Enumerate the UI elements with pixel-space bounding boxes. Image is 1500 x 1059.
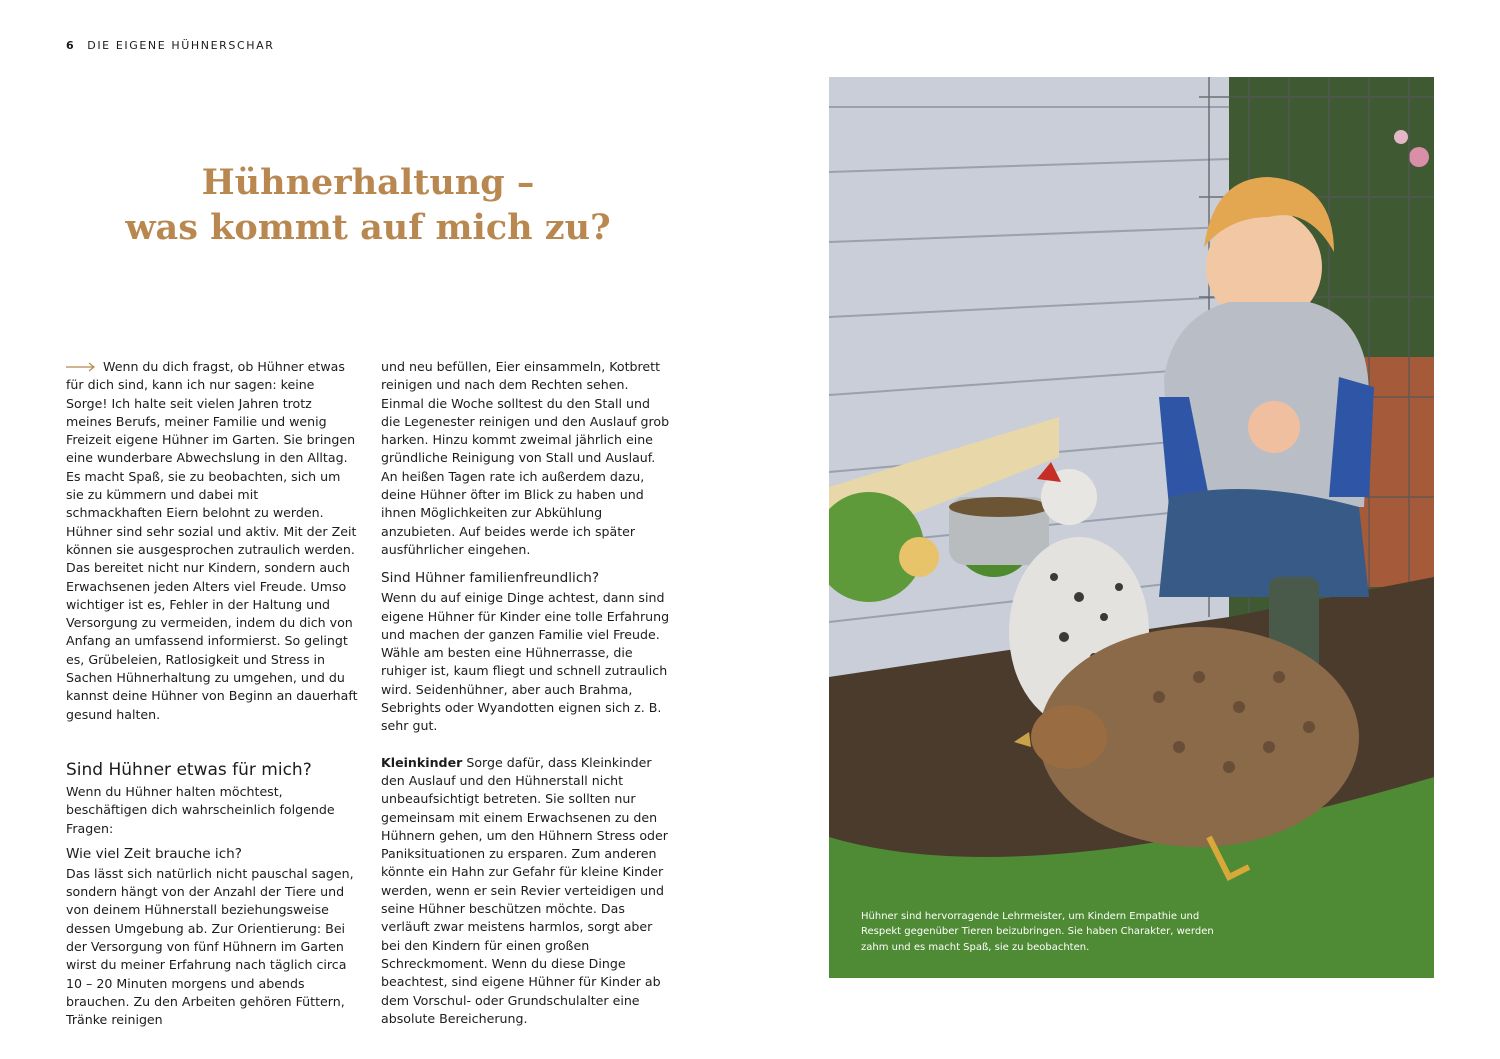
section-title: DIE EIGENE HÜHNERSCHAR [87,39,275,52]
arrow-right-icon [66,362,96,372]
subheading-family: Sind Hühner familienfreundlich? [381,570,600,587]
photo-caption: Hühner sind hervorragende Lehrmeister, um Kindern Empathie und Respekt gegenüber Tieren beizubringen. Sie haben Charakter, werden zahm und es macht Spaß, sie zu beobachten. [861,910,1214,953]
title-line-2: was kommt auf mich zu? [125,207,611,248]
page-number: 6 [66,39,76,52]
section-intro-text: Wenn du Hühner halten möchtest, beschäftigen dich wahrscheinlich folgende Fragen: [66,783,335,836]
subheading-time: Wie viel Zeit brauche ich? [66,845,243,862]
kids-text: Sorge dafür, dass Kleinkinder den Auslauf und den Hühnerstall nicht unbeaufsichtigt betreten. Sie sollten nur gemeinsam mit einem Erwachsenen zu den Hühnern gehen, um den Hühnern Stress oder Paniksituationen zu ersparen. Zum anderen könnte ein Hahn zur Gefahr für kleine Kinder werden, wenn er sein Revier verteidigen und seine Hühner beschützen möchte. Das verläuft zwar meistens harmlos, sorgt aber bei den Kindern für einen großen Schreckmoment. Wenn du diese Dinge beachtest, sind eigene Hühner für Kinder ab dem Vorschul- oder Grundschulalter eine absolute Bereicherung. [381,754,668,1026]
section-heading: Sind Hühner etwas für mich? [66,759,312,780]
time-paragraph-continued: und neu befüllen, Eier einsammeln, Kotbrett reinigen und nach dem Rechten sehen. Einmal die Woche solltest du den Stall und die Legenester reinigen und den Auslauf grob harken. Hinzu kommt zweimal jährlich eine gründliche Reinigung von Stall und Auslauf. An heißen Tagen rate ich außerdem dazu, deine Hühner öfter im Blick zu haben und ihnen Möglichkeiten zur Abkühlung anzubieten. Auf beides werde ich später ausführlicher eingehen. [381,359,670,557]
kids-lead: Kleinkinder [381,754,463,770]
photo-boy-with-chickens [829,77,1434,978]
page-title [66,160,670,250]
title-line-1: Hühnerhaltung – [201,162,535,203]
intro-text: Wenn du dich fragst, ob Hühner etwas für dich sind, kann ich nur sagen: keine Sorge! Ich halte seit vielen Jahren trotz meines Berufs, meiner Familie und wenig Freizeit eigene Hühner im Garten. Sie bringen eine wunderbare Abwechslung in den Alltag. Es macht Spaß, sie zu beobachten, sich um sie zu kümmern und dabei mit schmackhaften Eiern belohnt zu werden. Hühner sind sehr sozial und aktiv. Mit der Zeit können sie ausgesprochen zutraulich werden. Das bereitet nicht nur Kindern, sondern auch Erwachsenen jeden Alters viel Freude. Umso wichtiger ist es, Fehler in der Haltung und Versorgung zu vermeiden, indem du dich von Anfang an umfassend informierst. So gelingt es, Grübeleien, Ratlosigkeit und Stress in Sachen Hühnerhaltung zu umgehen, und du kannst deine Hühner von Beginn an dauerhaft gesund halten. [66,359,358,722]
time-paragraph: Das lässt sich natürlich nicht pauschal sagen, sondern hängt von der Anzahl der Tiere und von deinem Hühnerstall beziehungsweise dessen Umgebung ab. Zur Orientierung: Bei der Versorgung von fünf Hühnern im Garten wirst du meiner Erfahrung nach täglich circa 10 – 20 Minuten morgens und abends brauchen. Zu den Arbeiten gehören Füttern, Tränke reinigen [66,865,354,1028]
text-column-left [66,358,358,1030]
family-paragraph: Wenn du auf einige Dinge achtest, dann sind eigene Hühner für Kinder eine tolle Erfahrung und machen der ganzen Familie viel Freude. Wähle am besten eine Hühnerrasse, die ruhiger ist, kaum fliegt und schnell zutraulich wird. Seidenhühner, aber auch Brahma, Sebrights oder Wyandotten eignen sich z. B. sehr gut. [381,590,670,734]
text-column-right [381,358,673,1028]
running-head [66,39,275,52]
intro-paragraph [66,358,358,724]
kids-paragraph [381,754,673,1028]
photo-illustration [829,77,1434,978]
